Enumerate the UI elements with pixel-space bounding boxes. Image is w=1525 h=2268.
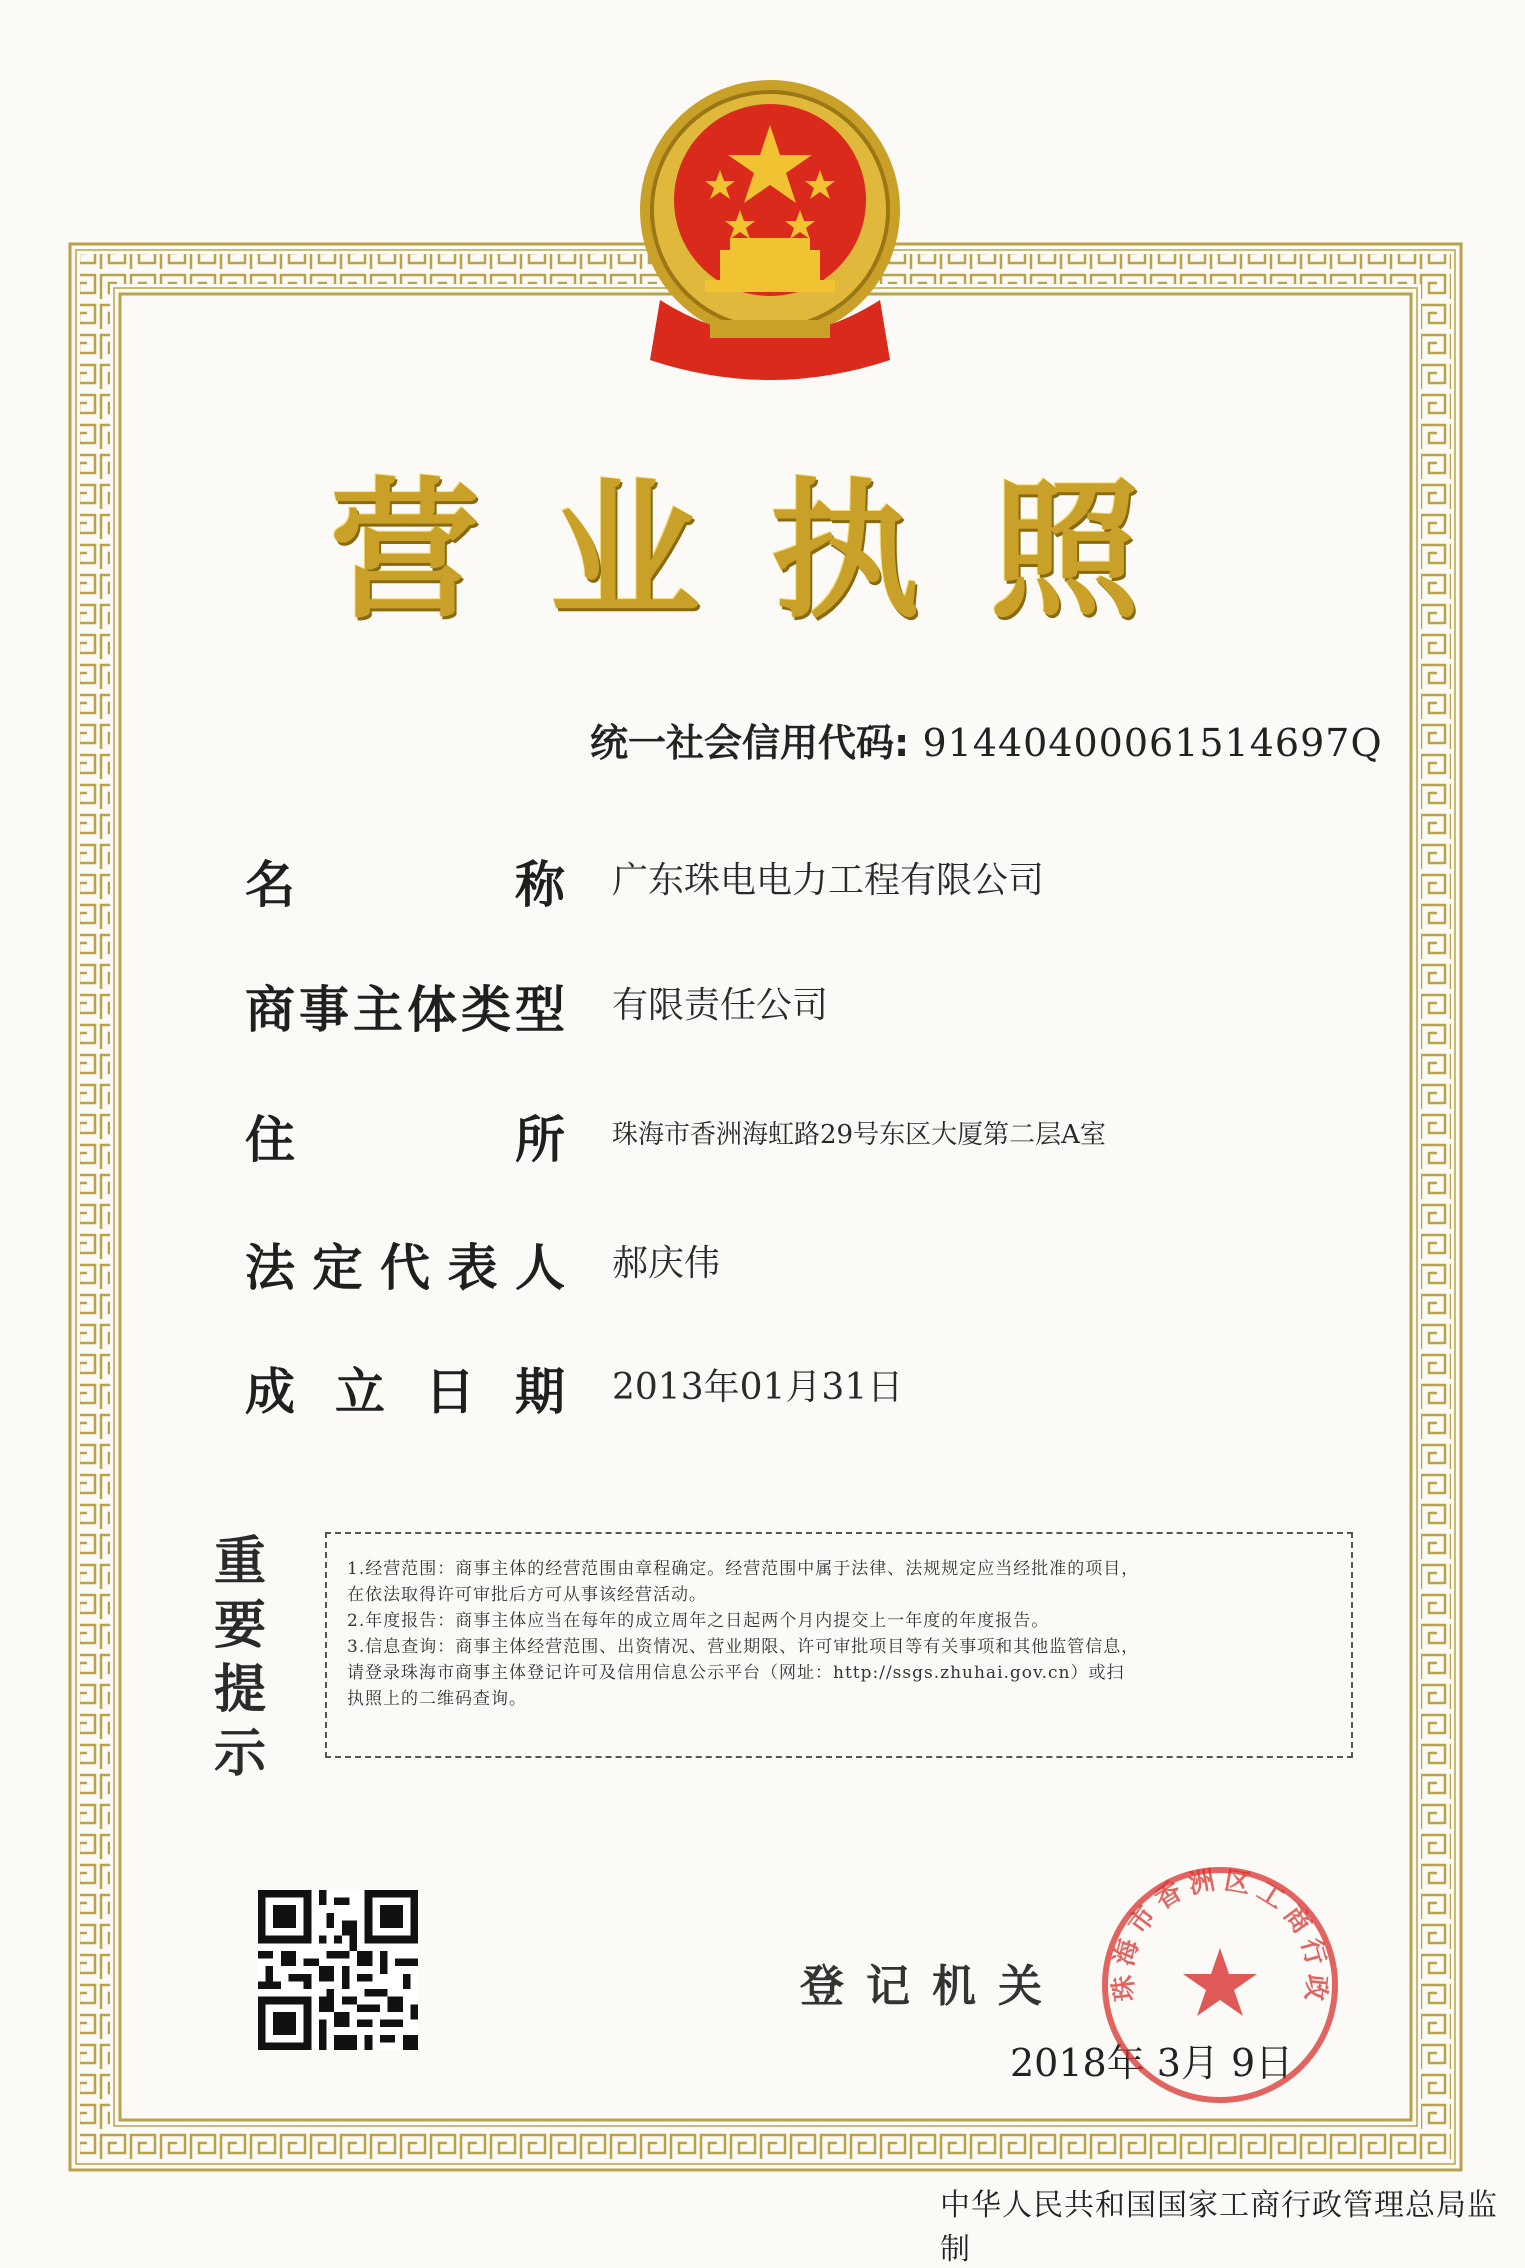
registration-authority-label: 登记机关 bbox=[800, 1961, 1064, 2012]
footer-supervision-text: 中华人民共和国国家工商行政管理总局监制 bbox=[940, 2188, 1498, 2267]
credit-code-label: 统一社会信用代码: bbox=[590, 721, 910, 765]
field-label-address bbox=[245, 1100, 565, 1172]
registration-date: 2018年 3月 9日 bbox=[1010, 2041, 1294, 2085]
official-seal-icon bbox=[1095, 1860, 1345, 2110]
notice-line: 1.经营范围：商事主体的经营范围由章程确定。经营范围中属于法律、法规规定应当经批准的项目， bbox=[347, 1559, 1140, 1579]
field-label-legal-rep bbox=[245, 1228, 565, 1300]
field-value-entity-type: 有限责任公司 bbox=[612, 985, 829, 1026]
field-value-name: 广东珠电电力工程有限公司 bbox=[612, 860, 1045, 901]
label-char: 住 bbox=[245, 1111, 295, 1169]
notice-line: 在依法取得许可审批后方可从事该经营活动。 bbox=[347, 1585, 707, 1605]
label-char: 名 bbox=[245, 856, 295, 914]
seal-text: 珠海市香洲区工商行政 bbox=[1108, 1865, 1332, 2003]
notice-label: 重要提示 bbox=[213, 1532, 266, 1784]
qr-code-icon[interactable] bbox=[258, 1890, 418, 2050]
document-title: 营业执照 bbox=[329, 465, 1210, 639]
label-char: 立 bbox=[335, 1363, 385, 1421]
label-char: 类 bbox=[461, 981, 511, 1039]
label-char: 代 bbox=[380, 1239, 430, 1297]
label-char: 称 bbox=[515, 856, 565, 914]
field-label-established-date bbox=[245, 1352, 565, 1424]
notice-box bbox=[325, 1532, 1353, 1758]
notice-line: 3.信息查询：商事主体经营范围、出资情况、营业期限、许可审批项目等有关事项和其他监管信息， bbox=[347, 1637, 1140, 1657]
credit-code-line bbox=[590, 712, 1383, 767]
field-label-name bbox=[245, 845, 565, 917]
label-char: 法 bbox=[245, 1239, 295, 1297]
notice-line: 执照上的二维码查询。 bbox=[347, 1689, 527, 1709]
field-value-legal-rep: 郝庆伟 bbox=[612, 1243, 721, 1284]
label-char: 人 bbox=[515, 1239, 565, 1297]
field-label-entity-type bbox=[245, 970, 565, 1042]
label-char: 型 bbox=[515, 981, 565, 1039]
notice-line: 2.年度报告：商事主体应当在每年的成立周年之日起两个月内提交上一年度的年度报告。 bbox=[347, 1611, 1050, 1631]
credit-code-value: 91440400061514697Q bbox=[922, 721, 1383, 765]
label-char: 表 bbox=[447, 1239, 498, 1297]
label-char: 期 bbox=[515, 1363, 565, 1421]
label-char: 定 bbox=[312, 1239, 363, 1297]
label-char: 商 bbox=[245, 981, 295, 1039]
label-char: 事 bbox=[299, 981, 349, 1039]
notice-line: 请登录珠海市商事主体登记许可及信用信息公示平台（网址：http://ssgs.zhuhai.gov.cn）或扫 bbox=[347, 1663, 1125, 1683]
field-value-established-date: 2013年01月31日 bbox=[612, 1367, 904, 1408]
national-emblem-icon bbox=[620, 70, 920, 390]
label-char: 成 bbox=[245, 1363, 295, 1421]
label-char: 所 bbox=[515, 1111, 565, 1169]
field-value-address: 珠海市香洲海虹路29号东区大厦第二层A室 bbox=[612, 1120, 1106, 1150]
label-char: 体 bbox=[407, 981, 457, 1039]
label-char: 日 bbox=[425, 1363, 475, 1421]
label-char: 主 bbox=[353, 981, 403, 1039]
